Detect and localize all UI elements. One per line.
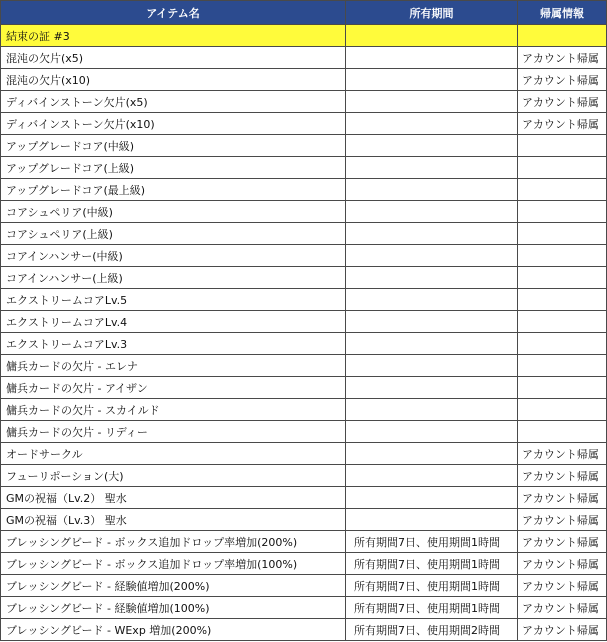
binding-cell (518, 355, 607, 377)
item-name-cell: 傭兵カードの欠片 - アイザン (1, 377, 346, 399)
item-name-cell: 傭兵カードの欠片 - エレナ (1, 355, 346, 377)
item-name-cell: 傭兵カードの欠片 - リディー (1, 421, 346, 443)
table-row (1, 311, 607, 333)
table-row (1, 69, 607, 91)
binding-cell: アカウント帰属 (518, 47, 607, 69)
table-row (1, 245, 607, 267)
binding-cell (518, 289, 607, 311)
item-name-cell: エクストリームコアLv.4 (1, 311, 346, 333)
item-name-cell: ブレッシングビード - WExp 増加(200%) (1, 619, 346, 641)
period-cell (346, 355, 518, 377)
period-cell (346, 267, 518, 289)
binding-cell (518, 201, 607, 223)
table-row (1, 179, 607, 201)
item-name-cell: アップグレードコア(上級) (1, 157, 346, 179)
table-row (1, 377, 607, 399)
binding-cell (518, 223, 607, 245)
column-header-period: 所有期間 (346, 1, 518, 25)
table-row (1, 399, 607, 421)
binding-cell (518, 333, 607, 355)
table-row (1, 25, 607, 47)
period-cell: 所有期間7日、使用期間1時間 (346, 597, 518, 619)
period-cell (346, 223, 518, 245)
table-row (1, 91, 607, 113)
period-cell (346, 201, 518, 223)
binding-cell (518, 311, 607, 333)
binding-cell (518, 421, 607, 443)
period-cell (346, 135, 518, 157)
binding-cell (518, 245, 607, 267)
period-cell: 所有期間7日、使用期間1時間 (346, 553, 518, 575)
binding-cell: アカウント帰属 (518, 487, 607, 509)
table-row (1, 509, 607, 531)
table-row (1, 465, 607, 487)
item-name-cell: ディバインストーン欠片(x5) (1, 91, 346, 113)
period-cell (346, 421, 518, 443)
item-name-cell: ディバインストーン欠片(x10) (1, 113, 346, 135)
item-name-cell: コアシュペリア(上級) (1, 223, 346, 245)
period-cell (346, 465, 518, 487)
item-name-cell: 混沌の欠片(x5) (1, 47, 346, 69)
table-row (1, 267, 607, 289)
period-cell: 所有期間7日、使用期間1時間 (346, 575, 518, 597)
binding-cell: アカウント帰属 (518, 113, 607, 135)
table-row (1, 289, 607, 311)
period-cell (346, 47, 518, 69)
period-cell: 所有期間7日、使用期間2時間 (346, 619, 518, 641)
binding-cell (518, 267, 607, 289)
item-name-cell: 傭兵カードの欠片 - スカイルド (1, 399, 346, 421)
item-name-cell: GMの祝福（Lv.2） 聖水 (1, 487, 346, 509)
item-name-cell: 混沌の欠片(x10) (1, 69, 346, 91)
binding-cell: アカウント帰属 (518, 509, 607, 531)
table-row (1, 47, 607, 69)
table-row (1, 355, 607, 377)
item-name-cell: 結束の証 #3 (1, 25, 346, 47)
period-cell (346, 311, 518, 333)
item-name-cell: コアインハンサー(上級) (1, 267, 346, 289)
binding-cell (518, 377, 607, 399)
item-name-cell: オードサークル (1, 443, 346, 465)
item-name-cell: ブレッシングビード - ボックス追加ドロップ率増加(200%) (1, 531, 346, 553)
item-name-cell: アップグレードコア(中級) (1, 135, 346, 157)
period-cell (346, 487, 518, 509)
item-name-cell: フューリポーション(大) (1, 465, 346, 487)
period-cell: 所有期間7日、使用期間1時間 (346, 531, 518, 553)
item-name-cell: ブレッシングビード - ボックス追加ドロップ率増加(100%) (1, 553, 346, 575)
table-body (1, 25, 607, 641)
table-header-row (1, 1, 607, 25)
item-name-cell: コアインハンサー(中級) (1, 245, 346, 267)
period-cell (346, 25, 518, 47)
binding-cell (518, 179, 607, 201)
binding-cell: アカウント帰属 (518, 619, 607, 641)
table-row (1, 575, 607, 597)
binding-cell: アカウント帰属 (518, 597, 607, 619)
period-cell (346, 113, 518, 135)
period-cell (346, 509, 518, 531)
table-row (1, 619, 607, 641)
table-row (1, 157, 607, 179)
item-name-cell: ブレッシングビード - 経験値増加(200%) (1, 575, 346, 597)
table-row (1, 421, 607, 443)
period-cell (346, 69, 518, 91)
period-cell (346, 443, 518, 465)
binding-cell: アカウント帰属 (518, 69, 607, 91)
table-row (1, 201, 607, 223)
period-cell (346, 245, 518, 267)
binding-cell: アカウント帰属 (518, 531, 607, 553)
period-cell (346, 91, 518, 113)
binding-cell: アカウント帰属 (518, 553, 607, 575)
item-name-cell: エクストリームコアLv.5 (1, 289, 346, 311)
table-row (1, 333, 607, 355)
table-row (1, 487, 607, 509)
table-row (1, 553, 607, 575)
item-name-cell: アップグレードコア(最上級) (1, 179, 346, 201)
table-row (1, 113, 607, 135)
binding-cell: アカウント帰属 (518, 575, 607, 597)
item-name-cell: エクストリームコアLv.3 (1, 333, 346, 355)
column-header-binding: 帰属情報 (518, 1, 607, 25)
table-row (1, 223, 607, 245)
table-row (1, 531, 607, 553)
binding-cell: アカウント帰属 (518, 465, 607, 487)
column-header-item-name: アイテム名 (1, 1, 346, 25)
binding-cell (518, 135, 607, 157)
binding-cell (518, 157, 607, 179)
binding-cell: アカウント帰属 (518, 91, 607, 113)
table-row (1, 597, 607, 619)
period-cell (346, 179, 518, 201)
item-name-cell: ブレッシングビード - 経験値増加(100%) (1, 597, 346, 619)
table-row (1, 443, 607, 465)
binding-cell: アカウント帰属 (518, 443, 607, 465)
period-cell (346, 399, 518, 421)
binding-cell (518, 25, 607, 47)
table-row (1, 135, 607, 157)
binding-cell (518, 399, 607, 421)
period-cell (346, 333, 518, 355)
period-cell (346, 289, 518, 311)
period-cell (346, 377, 518, 399)
period-cell (346, 157, 518, 179)
item-name-cell: コアシュペリア(中級) (1, 201, 346, 223)
item-name-cell: GMの祝福（Lv.3） 聖水 (1, 509, 346, 531)
